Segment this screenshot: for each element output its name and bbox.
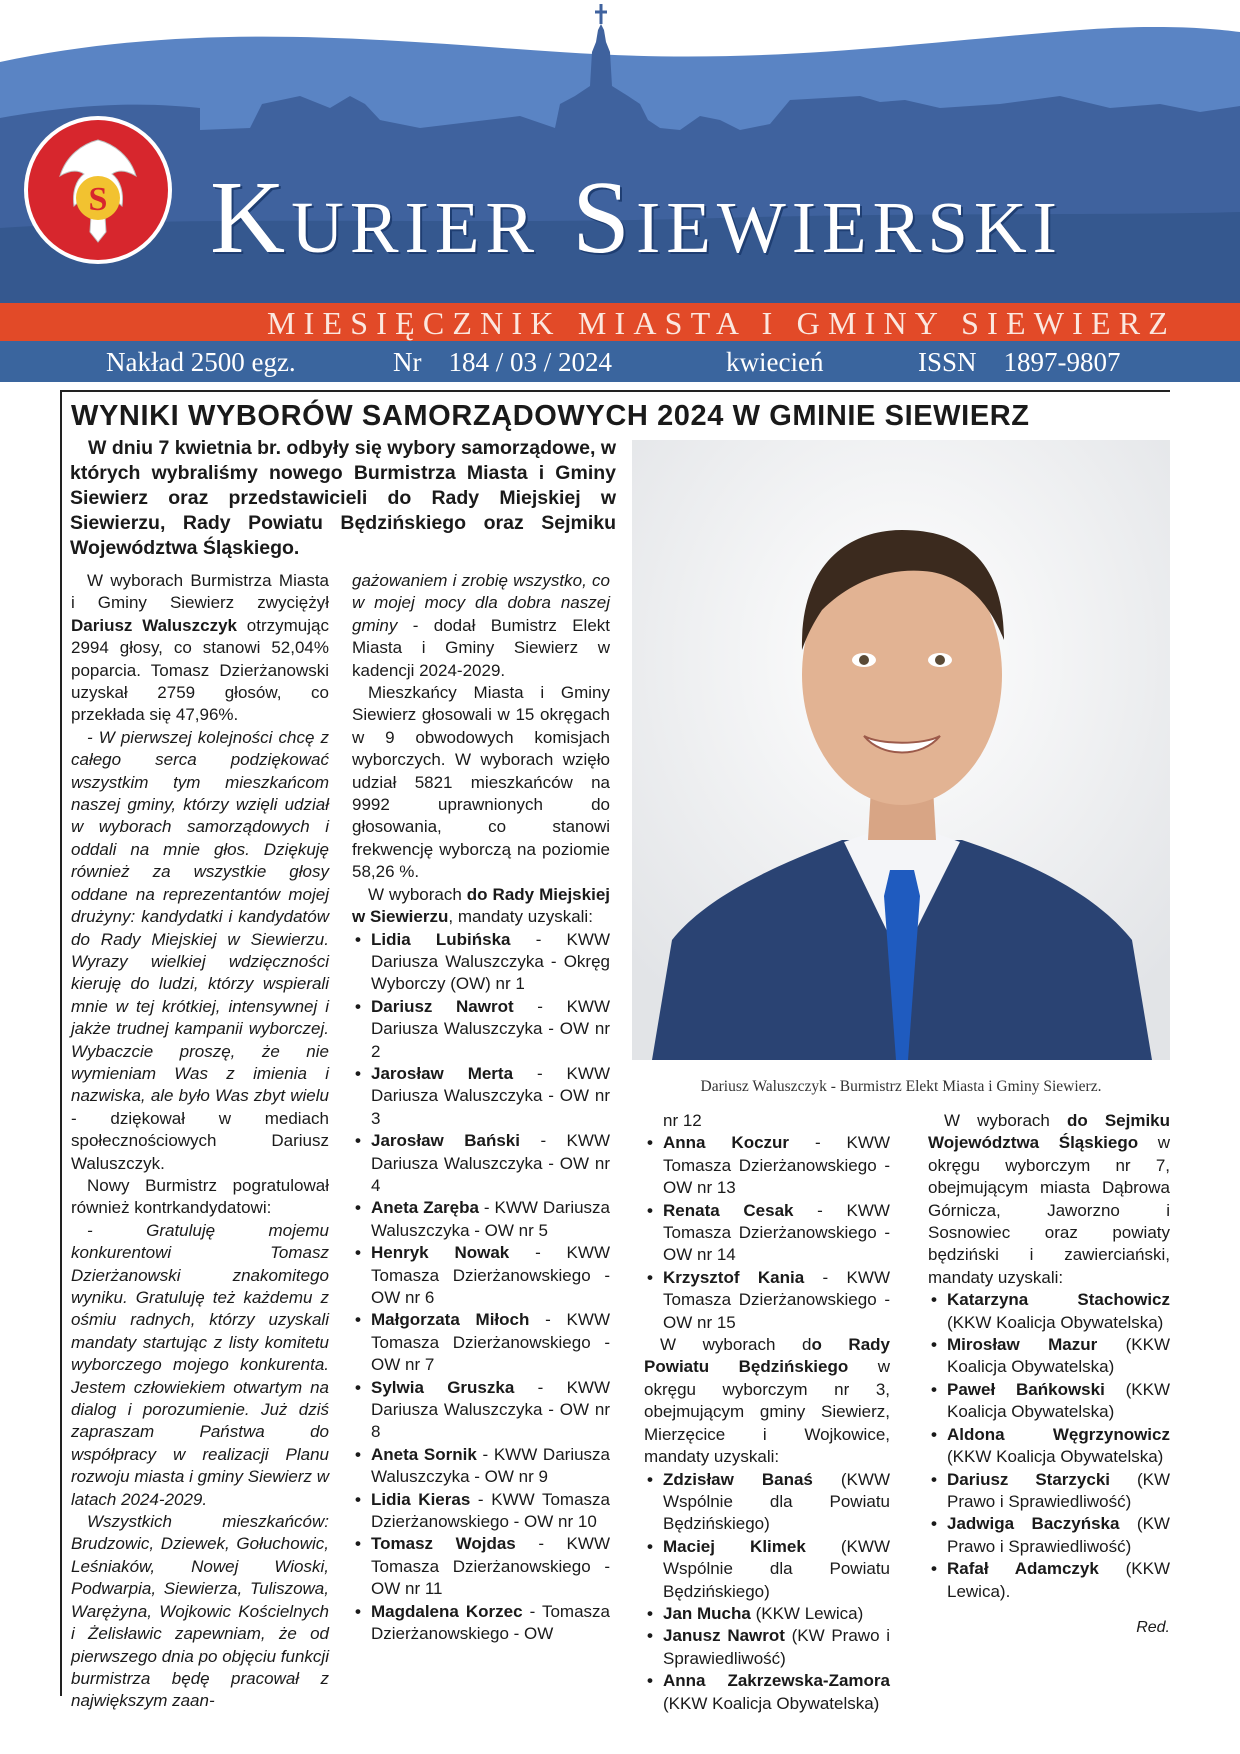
- photo-caption: Dariusz Waluszczyk - Burmistrz Elekt Miasta i Gminy Siewierz.: [700, 1078, 1102, 1095]
- person-name: Jan Mucha: [663, 1603, 751, 1623]
- person-name: Renata Cesak: [663, 1200, 794, 1220]
- person-name: Anna Zakrzewska-Zamora: [663, 1671, 890, 1691]
- list-item: [644, 1267, 890, 1334]
- frame-rule-top: [60, 390, 1170, 392]
- person-affiliation: - KWW Dariusza Waluszczyka - Okręg Wyborczy (OW) nr 1: [371, 929, 610, 994]
- regional-assembly-list: [928, 1289, 1170, 1603]
- mayor-quote: gażowaniem i zrobię wszystko, co w mojej mocy dla dobra naszej gminy: [352, 571, 610, 635]
- list-item: [352, 1533, 610, 1600]
- person-affiliation: - KWW Tomasza Dzierżanowskiego - OW nr 11: [371, 1534, 610, 1599]
- newspaper-subtitle: MIESIĘCZNIK MIASTA I GMINY SIEWIERZ: [267, 305, 1176, 341]
- coat-of-arms-logo: [22, 114, 174, 266]
- list-item: [928, 1513, 1170, 1558]
- person-name: Katarzyna Stachowicz: [947, 1290, 1170, 1310]
- article-lead: W dniu 7 kwietnia br. odbyły się wybory samorządowe, w których wybraliśmy nowego Burmistrza Miasta i Gminy Siewierz oraz przedstawicieli do Rady Miejskiej w Siewierzu, Rady Powiatu Będzińskiego oraz Sejmiku Województwa Śląskiego.: [70, 437, 616, 559]
- person-name: Aneta Sornik: [371, 1444, 477, 1464]
- paragraph: W wyborach do Sejmiku Województwa Śląskiego w okręgu wyborczym nr 7, obejmującym miasta Dąbrowa Górnicza, Jaworzno i Sosnowiec oraz powiaty będziński i zawierciański, mandaty uzyskali:: [928, 1111, 1171, 1287]
- county-council-list: [644, 1469, 890, 1715]
- person-name: Dariusz Starzycki: [947, 1469, 1111, 1489]
- circulation-info: Nakład 2500 egz.: [106, 347, 296, 377]
- list-continuation: nr 12: [663, 1111, 702, 1130]
- person-name: Krzysztof Kania: [663, 1267, 805, 1287]
- list-item: [644, 1603, 890, 1625]
- paragraph: Mieszkańcy Miasta i Gminy Siewierz głosowali w 15 okręgach w 9 obwodowych komisjach wyborczych. W wyborach wzięło udział 5821 mieszkańców na 9992 uprawnionych do głosowania, co stanowi frekwencję wyborczą na poziomie 58,26 %.: [352, 683, 610, 882]
- person-name: Małgorzata Miłoch: [371, 1310, 530, 1330]
- city-council-list: [352, 929, 610, 1646]
- person-affiliation: (KKW Koalicja Obywatelska): [663, 1693, 880, 1713]
- list-item: [928, 1558, 1170, 1603]
- list-item: [352, 1377, 610, 1444]
- person-affiliation: (KWW Wspólnie dla Powiatu Będzińskiego): [663, 1536, 890, 1601]
- person-affiliation: (KKW Koalicja Obywatelska): [947, 1447, 1164, 1467]
- person-affiliation: (KKW Koalicja Obywatelska): [947, 1335, 1170, 1377]
- list-item: [928, 1424, 1170, 1469]
- list-item: [352, 1601, 610, 1646]
- person-name: Tomasz Wojdas: [371, 1534, 516, 1554]
- issue-month: kwiecień: [726, 347, 824, 377]
- list-item: [928, 1289, 1170, 1334]
- person-name: Dariusz Nawrot: [371, 996, 514, 1016]
- person-name: Sylwia Gruszka: [371, 1377, 515, 1397]
- person-affiliation: - KWW Tomasza Dzierżanowskiego - OW nr 13: [663, 1133, 890, 1198]
- list-item: [644, 1536, 890, 1603]
- paragraph: Nowy Burmistrz pogratulował również kontrkandydatowi:: [71, 1175, 329, 1218]
- issn-number: ISSN 1897-9807: [918, 347, 1121, 377]
- person-affiliation: - KWW Tomasza Dzierżanowskiego - OW nr 7: [371, 1310, 610, 1375]
- city-council-list-continued: [644, 1132, 890, 1334]
- person-affiliation: - KWW Dariusza Waluszczyka - OW nr 3: [371, 1063, 610, 1128]
- issue-number: Nr 184 / 03 / 2024: [393, 347, 612, 377]
- person-affiliation: (KKW Koalicja Obywatelska): [947, 1379, 1170, 1422]
- paragraph: W wyborach do Rady Miejskiej w Siewierzu, mandaty uzyskali:: [352, 884, 610, 927]
- person-affiliation: (KW Prawo i Sprawiedliwość): [947, 1469, 1170, 1511]
- article-column-4: [928, 1110, 1170, 1639]
- paragraph: - W pierwszej kolejności chcę z całego serca podziękować wszystkim tym mieszkańcom naszej gminy, którzy wzięli udział w wyborach samorządowych i oddali na mnie głos. Dziękuję również za wszystkie głosy oddane na reprezentantów mojej drużyny: kandydatki i kandydatów do Rady Miejskiej w Siewierzu. Wyrazy wielkiej wdzięczności kieruję do ludzi, którzy wspierali mnie w tej krótkiej, intensywnej i jakże trudnej kampanii wyborczej. Wybaczcie proszę, że nie wymieniam Was z imienia i nazwiska, ale było Was zbyt wielu - dziękował w mediach społecznościowych Dariusz Waluszczyk.: [71, 727, 329, 1173]
- list-item: [352, 996, 610, 1063]
- mayor-quote: - Gratuluję mojemu konkurentowi Tomasz Dzierżanowski znakomitego wyniku. Gratuluję też każdemu z ośmiu radnych, którzy uzyskali mandaty startując z listy komitetu wyborczego mojego konkurenta. Jestem człowiekiem otwartym na dialog i porozumienie. Już dziś zapraszam Państwa do współpracy w realizacji Planu rozwoju miasta i gminy Siewierz w latach 2024-2029.: [71, 1220, 329, 1509]
- person-name: Magdalena Korzec: [371, 1601, 523, 1621]
- person-affiliation: (KWW Wspólnie dla Powiatu Będzińskiego): [663, 1469, 890, 1534]
- person-affiliation: - KWW Tomasza Dzierżanowskiego - OW nr 6: [371, 1243, 610, 1307]
- person-name: Zdzisław Banaś: [663, 1469, 813, 1489]
- person-affiliation: (KW Prawo i Sprawiedliwość): [947, 1514, 1170, 1556]
- list-item: [928, 1334, 1170, 1379]
- person-name: Henryk Nowak: [371, 1243, 510, 1263]
- person-name: Janusz Nawrot: [663, 1626, 785, 1646]
- list-item: [352, 1309, 610, 1376]
- svg-text:S: S: [88, 181, 108, 218]
- list-item: [644, 1670, 890, 1715]
- list-item: [352, 929, 610, 996]
- person-affiliation: - Tomasza Dzierżanowskiego - OW: [371, 1601, 611, 1644]
- list-item: [644, 1469, 890, 1536]
- person-affiliation: - KWW Tomasza Dzierżanowskiego - OW nr 14: [663, 1200, 890, 1265]
- article-column-1: [71, 570, 329, 1713]
- list-item: [352, 1063, 610, 1130]
- article-column-2: [352, 570, 610, 1646]
- paragraph: gażowaniem i zrobię wszystko, co w mojej mocy dla dobra naszej gminy - dodał Bumistrz Elekt Miasta i Gminy Siewierz w kadencji 2024-2029.: [352, 571, 610, 680]
- frame-rule-left: [60, 390, 62, 1696]
- list-item: [644, 1625, 890, 1670]
- person-name: Lidia Kieras: [371, 1489, 471, 1509]
- editorial-signature: Red.: [1136, 1618, 1170, 1636]
- mayor-quote: Wszystkich mieszkańców: Brudzowic, Dziewek, Gołuchowic, Leśniaków, Nowej Wioski, Podwarpia, Siewierza, Tuliszowa, Warężyna, Wojkowic Kościelnych i Żelisławic zapewniam, że od pierwszego dnia po objęciu funkcji burmistrza będę pracował z największym zaan-: [71, 1512, 329, 1711]
- person-name: Jarosław Merta: [371, 1063, 514, 1083]
- person-affiliation: (KKW Koalicja Obywatelska): [947, 1312, 1164, 1332]
- person-affiliation: - KWW Dariusza Waluszczyka - OW nr 5: [371, 1198, 611, 1240]
- person-name: Mirosław Mazur: [947, 1335, 1098, 1355]
- person-name: Lidia Lubińska: [371, 929, 511, 949]
- list-item: [928, 1379, 1170, 1424]
- person-affiliation: (KKW Lewica).: [947, 1559, 1170, 1601]
- person-name: Paweł Bańkowski: [947, 1379, 1105, 1399]
- list-item: [352, 1444, 610, 1489]
- person-name: Jadwiga Baczyńska: [947, 1514, 1120, 1534]
- list-item: [352, 1197, 610, 1242]
- paragraph: [71, 1220, 329, 1511]
- list-item: [352, 1130, 610, 1197]
- mayor-portrait-photo: [632, 440, 1170, 1060]
- mayor-name: Dariusz Waluszczyk: [71, 615, 237, 635]
- person-name: Aldona Węgrzynowicz: [947, 1424, 1170, 1444]
- person-affiliation: - KWW Dariusza Waluszczyka - OW nr 4: [371, 1131, 610, 1195]
- mayor-quote: - W pierwszej kolejności chcę z całego serca podziękować wszystkim tym mieszkańcom naszej gminy, którzy wzięli udział w wyborach samorządowych i oddali na mnie głos. Dziękuję również za wszystkie głosy oddane na reprezentantów mojej drużyny: kandydatki i kandydatów do Rady Miejskiej w Siewierzu. Wyrazy wielkiej wdzięczności kieruję do ludzi, którzy wspierali mnie w tej krótkiej, intensywnej i jakże trudnej kampanii wyborczej. Wybaczcie proszę, że nie wymieniam Was z imienia i nazwiska, ale było Was zbyt wielu: [71, 727, 329, 1106]
- paragraph: [71, 1511, 329, 1713]
- paragraph: W wyborach Burmistrza Miasta i Gminy Siewierz zwyciężył Dariusz Waluszczyk otrzymując 2994 głosy, co stanowi 52,04% poparcia. Tomasz Dzierżanowski uzyskał 2759 głosów, co przekłada się 47,96%.: [71, 571, 329, 725]
- person-affiliation: - KWW Dariusza Waluszczyka - OW nr 9: [371, 1444, 610, 1487]
- person-affiliation: - KWW Dariusza Waluszczyka - OW nr 2: [371, 996, 610, 1061]
- article-column-3: [644, 1110, 890, 1715]
- list-item: [928, 1469, 1170, 1514]
- list-item: [644, 1200, 890, 1267]
- person-affiliation: - KWW Dariusza Waluszczyka - OW nr 8: [371, 1377, 610, 1442]
- list-item: [352, 1242, 610, 1309]
- newspaper-title: Kurier Siewierski: [210, 160, 1063, 275]
- person-name: Rafał Adamczyk: [947, 1559, 1099, 1579]
- person-name: Jarosław Bański: [371, 1131, 520, 1151]
- person-affiliation: - KWW Tomasza Dzierżanowskiego - OW nr 15: [663, 1267, 890, 1332]
- person-affiliation: - KWW Tomasza Dzierżanowskiego - OW nr 10: [371, 1489, 611, 1532]
- list-item: [644, 1132, 890, 1199]
- person-affiliation: (KKW Lewica): [750, 1603, 864, 1623]
- article-headline: WYNIKI WYBORÓW SAMORZĄDOWYCH 2024 W GMINIE SIEWIERZ: [71, 400, 1030, 432]
- paragraph: W wyborach do Rady Powiatu Będzińskiego w okręgu wyborczym nr 3, obejmującym gminy Siewierz, Mierzęcice i Wojkowice, mandaty uzyskali:: [644, 1335, 891, 1467]
- person-name: Aneta Zaręba: [371, 1198, 479, 1218]
- person-affiliation: (KW Prawo i Sprawiedliwość): [663, 1626, 890, 1668]
- person-name: Anna Koczur: [663, 1133, 790, 1153]
- person-name: Maciej Klimek: [663, 1536, 806, 1556]
- list-item: [352, 1489, 610, 1534]
